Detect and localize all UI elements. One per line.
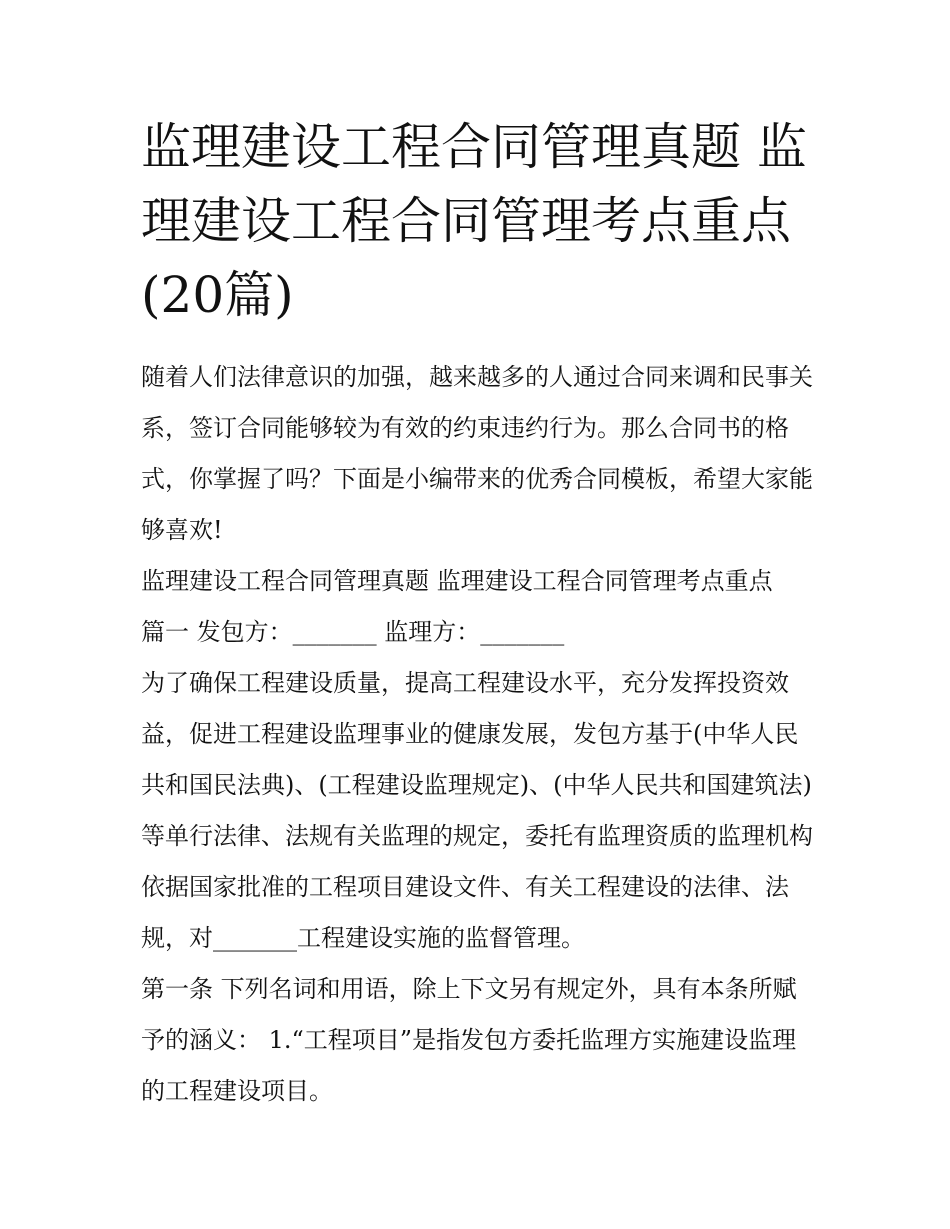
subtitle-paragraph: 监理建设工程合同管理真题 监理建设工程合同管理考点重点 <box>141 567 773 595</box>
article-one-paragraph: 第一条 下列名词和用语，除上下文另有规定外，具有本条所赋予的涵义： 1.“工程项目”是指发包方委托监理方实施建设监理的工程建设项目。 <box>141 975 797 1105</box>
document-body <box>141 352 813 1117</box>
preamble-paragraph: 为了确保工程建设质量，提高工程建设水平，充分发挥投资效益，促进工程建设监理事业的健康发展，发包方基于(中华人民共和国民法典)、(工程建设监理规定)、(中华人民共和国建筑法)等单行法律、法规有关监理的规定，委托有监理资质的监理机构依据国家批准的工程项目建设文件、有关工程建设的法律、法规，对_______工程建设实施的监督管理。 <box>141 669 813 952</box>
document-content <box>141 110 813 1117</box>
parties-line: 篇一 发包方：_______ 监理方：_______ <box>141 618 565 646</box>
intro-paragraph: 随着人们法律意识的加强，越来越多的人通过合同来调和民事关系，签订合同能够较为有效的约束违约行为。那么合同书的格式，你掌握了吗？下面是小编带来的优秀合同模板，希望大家能够喜欢! <box>141 363 813 544</box>
document-title: 监理建设工程合同管理真题 监理建设工程合同管理考点重点(20篇) <box>141 118 807 324</box>
